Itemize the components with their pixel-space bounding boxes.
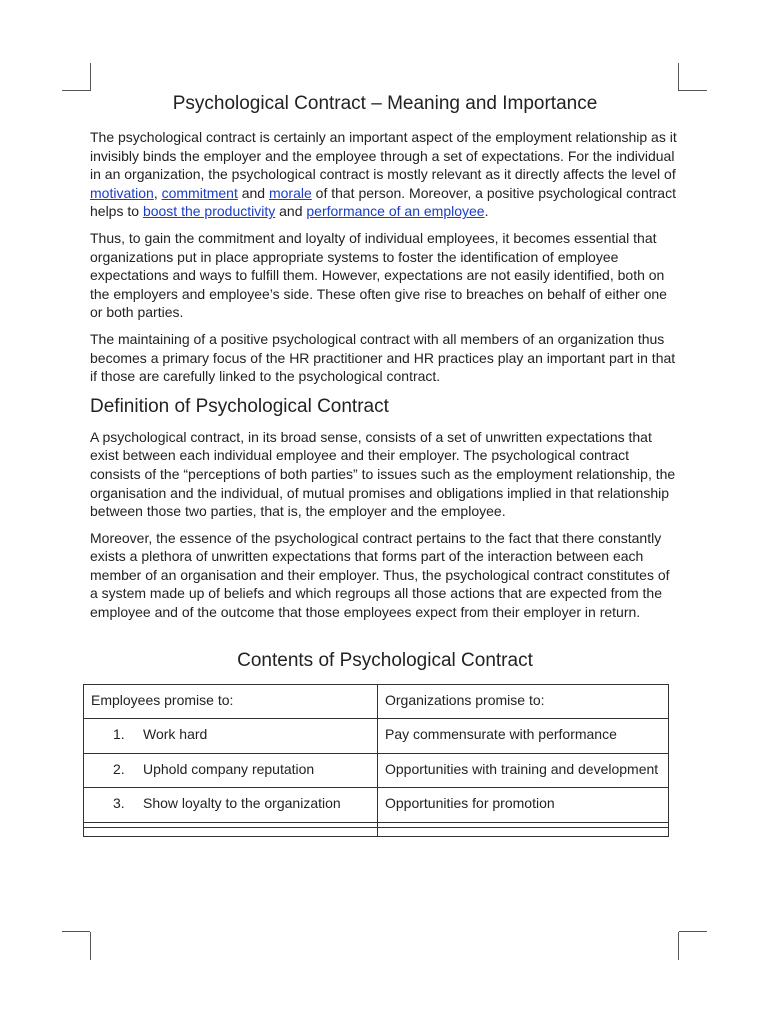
intro-text: of that person. Moreover, a positive psychological contract helps to <box>90 184 676 220</box>
crop-mark-top-right-h <box>679 90 707 91</box>
intro-text: . <box>484 203 489 220</box>
intro-text: , <box>153 184 162 201</box>
intro-paragraph-2: Thus, to gain the commitment and loyalty of individual employees, it becomes essential that organizations put in place appropriate systems to foster the identification of employee expectations and ways to fulfill them. However, expectations are not easily identified, both on the employers and employee’s side. These often give rise to breaches on behalf of either one or both parties. <box>90 229 667 321</box>
crop-mark-top-right-v <box>678 63 679 91</box>
employee-promise-cell <box>84 719 378 754</box>
employee-promise-cell <box>84 753 378 788</box>
table-row <box>84 719 669 754</box>
definition-paragraph-2: Moreover, the essence of the psychological contract pertains to the fact that there constantly exists a plethora of unwritten expectations that forms part of the interaction between each member of an organisation and their employer. Thus, the psychological contract constitutes of a system made up of beliefs and which regroups all those actions that are expected from the employee and of the outcome that those employees expect from their employer in return. <box>90 529 670 621</box>
organization-promise: Opportunities with training and development <box>378 753 669 788</box>
row-number: 3. <box>113 795 125 812</box>
definition-heading: Definition of Psychological Contract <box>90 395 389 417</box>
link-morale[interactable]: morale <box>268 184 312 201</box>
employee-promise: Show loyalty to the organization <box>143 795 341 812</box>
empty-cell <box>378 828 669 837</box>
document-page <box>90 90 680 837</box>
intro-text: and <box>275 203 307 220</box>
table-header-row <box>84 684 669 719</box>
empty-cell <box>84 828 378 837</box>
document-title: Psychological Contract – Meaning and Importance <box>172 93 598 114</box>
table-empty-row <box>84 828 669 837</box>
crop-mark-bottom-right-h <box>679 931 707 932</box>
table-row <box>84 788 669 823</box>
link-motivation[interactable]: motivation <box>90 184 154 201</box>
link-boost-productivity[interactable]: boost the productivity <box>142 203 276 220</box>
link-performance[interactable]: performance of an employee <box>306 203 485 220</box>
employee-promise-cell <box>84 788 378 823</box>
definition-paragraph-1: A psychological contract, in its broad sense, consists of a set of unwritten expectations that exist between each individual employee and their employer. The psychological contract consists of the “perceptions of both parties” to issues such as the employment relationship, the organisation and the individual, of mutual promises and obligations implied in that relationship between those two parties, that is, the employer and the employee. <box>90 428 676 520</box>
intro-text: The psychological contract is certainly an important aspect of the employment relationship as it invisibly binds the employer and the employee through a set of expectations. For the individual in an organization, the psychological contract is mostly relevant as it directly affects the level of <box>90 129 677 183</box>
intro-text: and <box>237 184 269 201</box>
crop-mark-top-left-h <box>62 90 90 91</box>
contents-heading: Contents of Psychological Contract <box>237 649 533 671</box>
header-employees: Employees promise to: <box>84 684 378 719</box>
intro-paragraph-3: The maintaining of a positive psychological contract with all members of an organization thus becomes a primary focus of the HR practitioner and HR practices play an important part in that if those are carefully linked to the psychological contract. <box>90 330 676 385</box>
row-number: 1. <box>113 726 125 743</box>
contents-table <box>83 684 669 837</box>
organization-promise: Opportunities for promotion <box>378 788 669 823</box>
row-number: 2. <box>113 760 125 777</box>
crop-mark-top-left-v <box>90 63 91 91</box>
intro-paragraph-1 <box>90 128 680 221</box>
header-organizations: Organizations promise to: <box>378 684 669 719</box>
employee-promise: Work hard <box>143 726 208 743</box>
table-row <box>84 753 669 788</box>
organization-promise: Pay commensurate with performance <box>378 719 669 754</box>
crop-mark-bottom-left-v <box>90 932 91 960</box>
crop-mark-bottom-left-h <box>62 931 90 932</box>
employee-promise: Uphold company reputation <box>143 760 315 777</box>
link-commitment[interactable]: commitment <box>161 184 238 201</box>
crop-mark-bottom-right-v <box>678 932 679 960</box>
